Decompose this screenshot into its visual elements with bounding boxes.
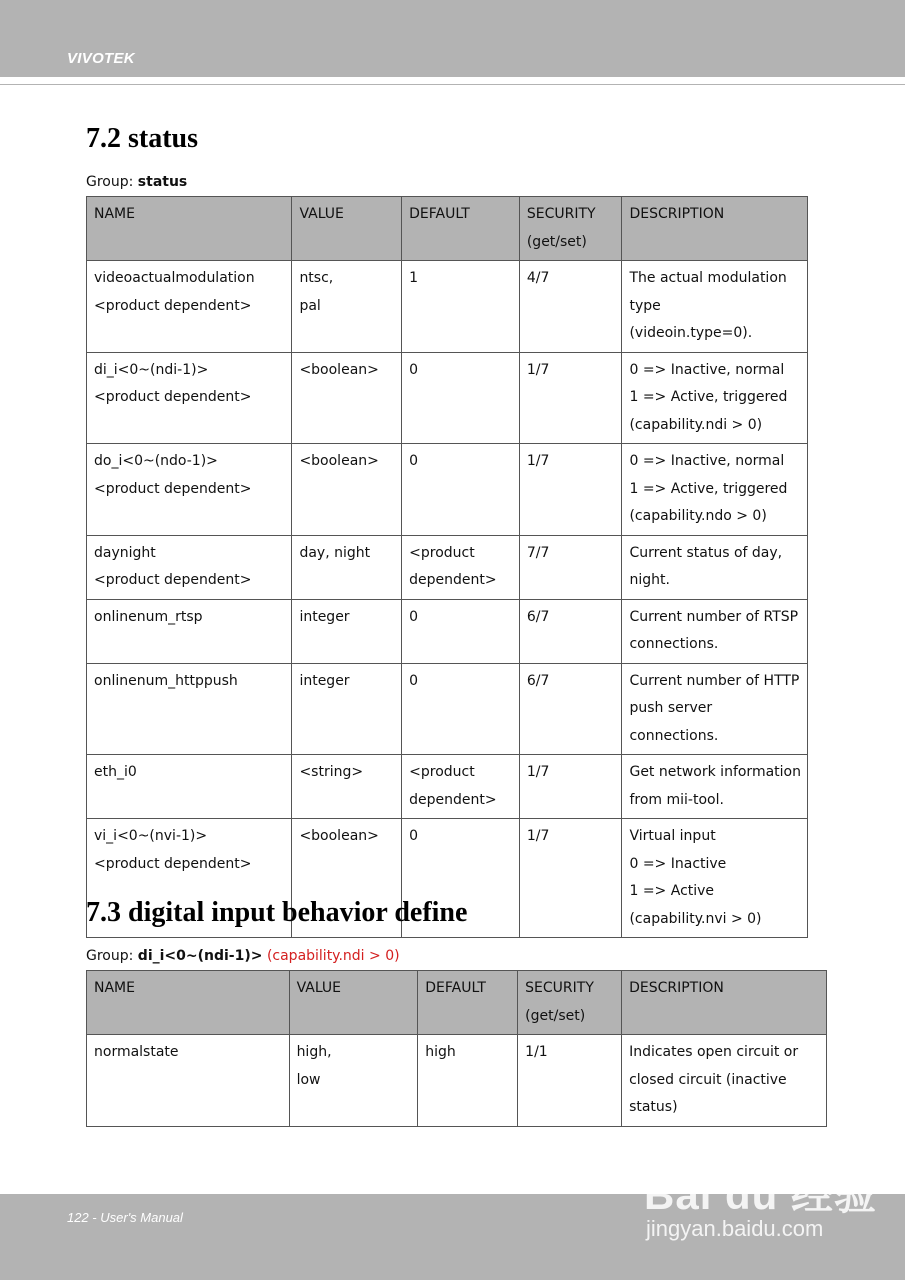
- status-param-table: [86, 196, 808, 938]
- cell-text: push server: [629, 700, 713, 716]
- cell-text: SECURITY: [526, 206, 596, 222]
- cell-text: DESCRIPTION: [629, 980, 724, 996]
- cell-name: [87, 352, 292, 444]
- group-line-di: [86, 948, 400, 964]
- cell-text: (capability.ndo > 0): [629, 508, 767, 524]
- cell-text: (videoin.type=0).: [629, 325, 753, 341]
- cell-text: 4/7: [526, 270, 550, 286]
- cell-name: [87, 444, 292, 536]
- cell-text: night.: [629, 572, 670, 588]
- cell-value: [292, 535, 402, 599]
- cell-value: [292, 755, 402, 819]
- table-header-row: [87, 197, 808, 261]
- cell-text: <product: [409, 544, 475, 561]
- cell-text: 0: [409, 672, 419, 689]
- cell-text: 7/7: [526, 544, 550, 561]
- group-prefix: Group:: [86, 174, 138, 190]
- table-row: [87, 599, 808, 663]
- header-cell-description: [622, 197, 808, 261]
- cell-description: [622, 444, 808, 536]
- cell-text: high: [425, 1044, 456, 1060]
- cell-name: [87, 261, 292, 353]
- cell-text: dependent>: [409, 791, 497, 808]
- cell-text: 1: [409, 270, 419, 286]
- cell-text: <product dependent>: [94, 855, 252, 872]
- cell-security: [519, 599, 622, 663]
- page-number: 122 - User's Manual: [67, 1210, 183, 1225]
- cell-security: [519, 755, 622, 819]
- cell-text: <product dependent>: [94, 572, 252, 588]
- cell-text: status): [629, 1099, 678, 1115]
- cell-text: <product: [409, 764, 475, 780]
- cell-text: vi_i<0~(nvi-1)>: [94, 828, 208, 844]
- cell-text: connections.: [629, 727, 719, 744]
- section-title-status: 7.2 status: [86, 123, 199, 154]
- table-row: [87, 535, 808, 599]
- table-row: [87, 261, 808, 353]
- cell-text: DEFAULT: [425, 980, 486, 996]
- cell-text: NAME: [94, 980, 135, 996]
- cell-description: [622, 261, 808, 353]
- cell-text: 0: [409, 608, 419, 625]
- cell-text: onlinenum_httppush: [94, 672, 238, 689]
- cell-text: Indicates open circuit or: [629, 1044, 799, 1060]
- cell-text: Current number of HTTP: [629, 672, 800, 689]
- cell-default: [418, 1035, 518, 1127]
- cell-text: 1/7: [526, 453, 550, 469]
- section-title-di: 7.3 digital input behavior define: [86, 897, 468, 928]
- cell-name: [87, 1035, 290, 1127]
- cell-text: dependent>: [409, 572, 497, 588]
- cell-text: low: [296, 1071, 321, 1088]
- cell-text: 0 => Inactive: [629, 855, 727, 872]
- cell-text: 1/7: [526, 361, 550, 378]
- cell-text: 1/7: [526, 764, 550, 780]
- cell-description: [622, 819, 808, 938]
- cell-text: high,: [296, 1044, 332, 1060]
- group-prefix: Group:: [86, 948, 138, 964]
- header-cell-value: [289, 971, 418, 1035]
- cell-name: [87, 755, 292, 819]
- brand-logo: VIVOTEK: [67, 50, 135, 67]
- cell-text: <boolean>: [299, 828, 379, 844]
- header-cell-description: [622, 971, 827, 1035]
- cell-text: type: [629, 297, 661, 314]
- table-row: [87, 444, 808, 536]
- header-cell-security: [518, 971, 622, 1035]
- cell-text: (capability.nvi > 0): [629, 910, 762, 927]
- cell-text: DEFAULT: [409, 206, 470, 222]
- cell-text: <boolean>: [299, 453, 379, 469]
- di-param-table: [86, 970, 827, 1127]
- cell-description: [622, 599, 808, 663]
- cell-text: daynight: [94, 544, 156, 561]
- group-capability: (capability.ndi > 0): [266, 948, 400, 964]
- cell-text: Current number of RTSP: [629, 608, 799, 625]
- cell-text: Virtual input: [629, 828, 716, 844]
- cell-description: [622, 1035, 827, 1127]
- cell-text: 0 => Inactive, normal: [629, 453, 785, 469]
- cell-text: di_i<0~(ndi-1)>: [94, 361, 209, 378]
- cell-text: SECURITY: [525, 980, 594, 996]
- cell-security: [519, 663, 622, 755]
- header-cell-security: [519, 197, 622, 261]
- baidu-watermark-logo: Bai du 经验: [644, 1171, 878, 1218]
- cell-value: [292, 444, 402, 536]
- header-divider: [0, 84, 905, 85]
- group-name: di_i<0~(ndi-1)>: [137, 948, 263, 964]
- cell-text: DESCRIPTION: [629, 206, 725, 222]
- cell-name: [87, 599, 292, 663]
- cell-text: Get network information: [629, 764, 801, 780]
- cell-description: [622, 352, 808, 444]
- cell-name: [87, 535, 292, 599]
- cell-value: [289, 1035, 418, 1127]
- cell-default: [402, 261, 520, 353]
- cell-default: [402, 352, 520, 444]
- table-row: [87, 663, 808, 755]
- cell-text: integer: [299, 672, 350, 689]
- header-cell-value: [292, 197, 402, 261]
- cell-text: ntsc,: [299, 270, 334, 286]
- cell-text: 0: [409, 361, 419, 378]
- cell-text: <product dependent>: [94, 389, 252, 405]
- cell-text: eth_i0: [94, 764, 137, 780]
- cell-text: Current status of day,: [629, 544, 783, 561]
- cell-text: 1 => Active, triggered: [629, 480, 788, 497]
- cell-text: 6/7: [526, 672, 550, 689]
- header-bar: [0, 0, 905, 77]
- cell-text: <string>: [299, 764, 364, 780]
- cell-text: <product dependent>: [94, 480, 252, 497]
- cell-text: <product dependent>: [94, 297, 252, 314]
- table-row: [87, 1035, 827, 1127]
- cell-security: [519, 352, 622, 444]
- cell-text: onlinenum_rtsp: [94, 608, 203, 625]
- cell-text: (capability.ndi > 0): [629, 416, 763, 433]
- cell-value: [292, 663, 402, 755]
- cell-text: integer: [299, 608, 350, 625]
- cell-text: (get/set): [526, 233, 587, 250]
- cell-description: [622, 535, 808, 599]
- cell-security: [519, 819, 622, 938]
- cell-text: 0 => Inactive, normal: [629, 361, 785, 378]
- cell-security: [519, 444, 622, 536]
- table-row: [87, 755, 808, 819]
- cell-name: [87, 663, 292, 755]
- cell-text: 1 => Active, triggered: [629, 389, 788, 405]
- table-header-row: [87, 971, 827, 1035]
- cell-text: NAME: [94, 206, 135, 222]
- cell-text: from mii-tool.: [629, 791, 724, 808]
- cell-security: [519, 535, 622, 599]
- cell-default: [402, 599, 520, 663]
- group-name: status: [137, 174, 188, 190]
- cell-text: 1 => Active: [629, 883, 715, 899]
- cell-text: do_i<0~(ndo-1)>: [94, 453, 218, 469]
- cell-security: [518, 1035, 622, 1127]
- cell-text: The actual modulation: [629, 270, 787, 286]
- header-cell-name: [87, 197, 292, 261]
- cell-description: [622, 755, 808, 819]
- cell-text: (get/set): [525, 1007, 586, 1024]
- cell-description: [622, 663, 808, 755]
- cell-text: <boolean>: [299, 361, 379, 378]
- cell-value: [292, 599, 402, 663]
- cell-default: [402, 755, 520, 819]
- header-cell-default: [402, 197, 520, 261]
- cell-text: 6/7: [526, 608, 550, 625]
- header-cell-default: [418, 971, 518, 1035]
- header-cell-name: [87, 971, 290, 1035]
- cell-text: normalstate: [94, 1044, 179, 1060]
- cell-default: [402, 444, 520, 536]
- watermark-url: jingyan.baidu.com: [646, 1216, 824, 1241]
- table-row: [87, 352, 808, 444]
- cell-default: [402, 535, 520, 599]
- cell-text: day, night: [299, 544, 371, 561]
- cell-text: connections.: [629, 636, 719, 652]
- cell-text: closed circuit (inactive: [629, 1071, 787, 1088]
- cell-text: VALUE: [296, 980, 342, 996]
- cell-text: pal: [299, 297, 321, 314]
- cell-value: [292, 352, 402, 444]
- cell-text: videoactualmodulation: [94, 270, 255, 286]
- cell-text: VALUE: [299, 206, 344, 222]
- cell-text: 0: [409, 828, 419, 844]
- cell-value: [292, 261, 402, 353]
- cell-text: 1/7: [526, 828, 550, 844]
- cell-default: [402, 663, 520, 755]
- cell-text: 1/1: [525, 1044, 548, 1060]
- cell-text: 0: [409, 453, 419, 469]
- group-line-status: [86, 174, 187, 190]
- cell-security: [519, 261, 622, 353]
